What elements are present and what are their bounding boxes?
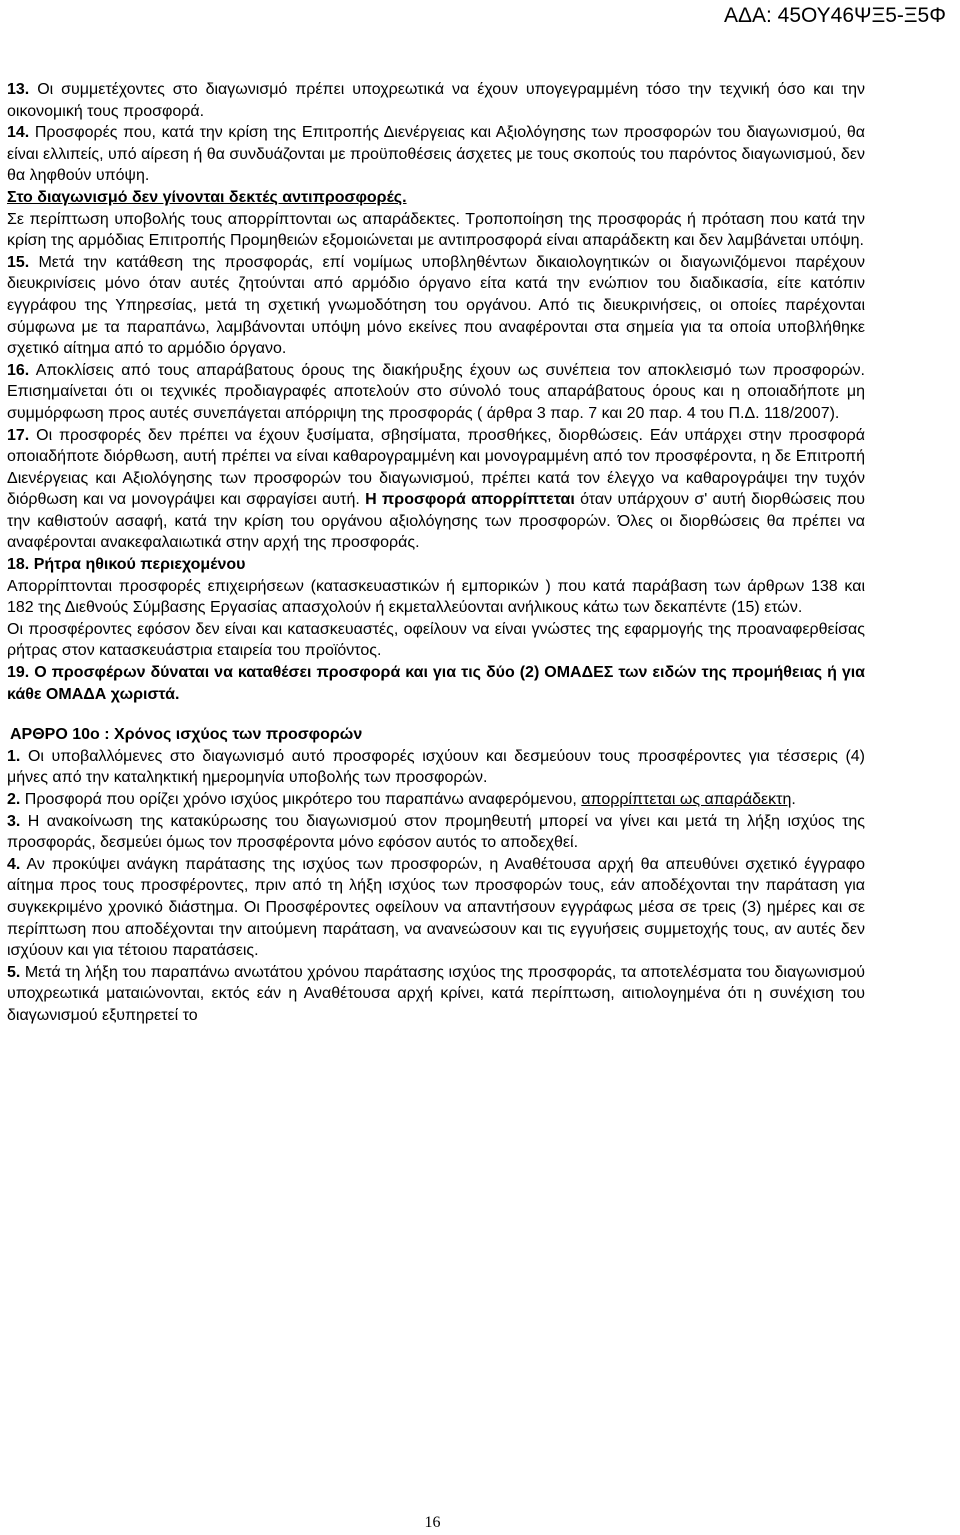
article-10-item-4 — [7, 854, 865, 962]
item-number: 2. — [7, 791, 21, 808]
item-bold-text: Η προσφορά απορρίπτεται — [365, 491, 575, 509]
item-number: 15. — [7, 253, 30, 271]
item-text: Αν προκύψει ανάγκη παράτασης της ισχύος των προσφορών, η Αναθέτουσα αρχή θα απευθύνει σχετικό έγγραφο αίτημα προς τους προσφέροντες, πριν από τη λήξη ισχύος των προσφορών τους, εάν αποδέχονται την παράταση για συγκεκριμένο χρονικό διάστημα. Οι Προσφέροντες οφείλουν να απαντήσουν εγγράφως μέσα σε τρεις (3) ημέρες και σε περίπτωση που αποδέχονται την αιτούμενη παράταση, να ανανεώσουν και τις εγγυήσεις συμμετοχής τους, αν αυτές δεν ισχύουν και για τέτοιου παρατάσεις. — [7, 855, 865, 960]
document-body — [7, 79, 865, 1027]
item-text: Οι προσφορές δεν πρέπει να έχουν ξυσίματα, σβησίματα, προσθήκες, διορθώσεις. Εάν υπάρχει στην προσφορά οποιαδήποτε διόρθωση, αυτή πρέπει να είναι καθαρογραμμένη και μονογραμμένη από τον προσφέροντα, η δε Επιτροπή Διενέργειας και Αξιολόγησης των προσφορών του διαγωνισμού, πρέπει κατά τον έλεγχο να καθαρογράψει την τυχόν διόρθωση και να μονογράψει και σφραγίσει αυτή. — [7, 426, 865, 509]
item-text: Οι συμμετέχοντες στο διαγωνισμό πρέπει υποχρεωτικά να έχουν υπογεγραμμένη τόσο την τεχνική όσο και την οικονομική τους προσφορά. — [7, 81, 865, 120]
item-text: Οι υποβαλλόμενες στο διαγωνισμό αυτό προσφορές ισχύουν και δεσμεύουν τους προσφέροντες για τέσσερις (4) μήνες από την καταληκτική ημερομηνία υποβολής των προσφορών. — [7, 747, 865, 787]
article-10-item-3 — [7, 811, 865, 854]
item-14-rest: Σε περίπτωση υποβολής τους απορρίπτονται ως απαράδεκτες. Τροποποίηση της προσφοράς ή πρόταση που κατά την κρίση της αρμόδιας Επιτροπής Προμηθειών εξομοιώνεται με αντιπροσφορά είναι απαράδεκτη και δεν λαμβάνεται υπόψη. — [7, 210, 865, 250]
item-13 — [7, 79, 865, 122]
item-text-rest: όταν υπάρχουν σ' αυτή διορθώσεις που την καθιστούν ασαφή, κατά την κρίση του οργάνου αξιολόγησης των προσφορών. Όλες οι διορθώσεις θα πρέπει να αναφέρονται ανακεφαλαιωτικά στην αρχή της προσφοράς. — [7, 491, 866, 552]
article-10-item-1 — [7, 746, 865, 789]
item-15 — [7, 252, 865, 360]
item-text: Προσφορές που, κατά την κρίση της Επιτροπής Διενέργειας και Αξιολόγησης των προσφορών του διαγωνισμού, θα είναι ελλιπείς, υπό αίρεση ή θα συνδυάζονται με προϋποθέσεις άσχετες με τους σκοπούς του παρόντος διαγωνισμού, δεν θα ληφθούν υπόψη. — [7, 124, 865, 185]
item-18-paragraph-2: Οι προσφέροντες εφόσον δεν είναι και κατασκευαστές, οφείλουν να είναι γνώστες της εφαρμογής της προαναφερθείσας ρήτρας στον κατασκευάστρια εταιρεία του προϊόντος. — [7, 620, 865, 660]
item-underlined-text: απορρίπτεται ως απαράδεκτη — [581, 791, 792, 808]
item-16 — [7, 360, 865, 425]
item-number: 1. — [7, 747, 21, 765]
item-number: 13. — [7, 81, 30, 98]
item-number: 14. — [7, 124, 30, 142]
item-text: Προσφορά που ορίζει χρόνο ισχύος μικρότερο του παραπάνω αναφερόμενου, — [20, 791, 582, 808]
article-10-item-2 — [7, 789, 865, 811]
item-18-title: 18. Ρήτρα ηθικού περιεχομένου — [7, 556, 246, 574]
item-17 — [7, 425, 865, 555]
item-18-paragraph-1: Απορρίπτονται προσφορές επιχειρήσεων (κατασκευαστικών ή εμπορικών ) που κατά παράβαση των άρθρων 138 και 182 της Διεθνούς Σύμβασης Εργασίας απασχολούν ή εκμεταλλεύονται ανήλικους κάτω των δεκαπέντε (15) ετών. — [7, 577, 865, 617]
item-19: 19. Ο προσφέρων δύναται να καταθέσει προσφορά και για τις δύο (2) ΟΜΑΔΕΣ των ειδών της προμήθειας ή για κάθε ΟΜΑΔΑ χωριστά. — [7, 664, 865, 703]
article-10-heading: ΑΡΘΡΟ 10ο : Χρόνος ισχύος των προσφορών — [10, 726, 363, 744]
item-number: 17. — [7, 426, 30, 444]
item-text: Μετά τη λήξη του παραπάνω ανωτάτου χρόνου παράτασης ισχύος της προσφοράς, τα αποτελέσματα του διαγωνισμού υποχρεωτικά ματαιώνονται, εκτός εάν η Αναθέτουσα αρχή κρίνει, κατά περίπτωση, αιτιολογημένα ότι η συνέχιση του διαγωνισμού εξυπηρετεί το — [7, 963, 865, 1024]
spacer — [7, 705, 865, 724]
item-14-bold-note: Στο διαγωνισμό δεν γίνονται δεκτές αντιπροσφορές. — [7, 188, 407, 206]
item-number: 3. — [7, 812, 21, 830]
item-text: Η ανακοίνωση της κατακύρωσης του διαγωνισμού στον προμηθευτή μπορεί να γίνει και μετά τη λήξη ισχύος της προσφοράς, δεσμεύει όμως τον προσφέροντα μόνο εφόσον αυτός το αποδεχθεί. — [7, 812, 865, 852]
item-number: 5. — [7, 963, 21, 981]
page-number: 16 — [424, 1514, 441, 1531]
item-number: 4. — [7, 855, 21, 873]
item-text: Αποκλίσεις από τους απαράβατους όρους της διακήρυξης έχουν ως συνέπεια τον αποκλεισμό των προσφορών. Επισημαίνεται ότι οι τεχνικές προδιαγραφές αποτελούν στο σύνολό τους απαράβατους όρους και η οποιαδήποτε μη συμμόρφωση προς αυτές συνεπάγεται απόρριψη της προσφοράς ( άρθρα 3 παρ. 7 και 20 παρ. 4 του Π.Δ. 118/2007). — [7, 361, 865, 422]
ada-code: ΑΔΑ: 45ΟΥ46ΨΞ5-Ξ5Φ — [723, 4, 946, 27]
item-text-end: . — [791, 791, 796, 808]
item-14 — [7, 122, 865, 187]
item-number: 16. — [7, 361, 30, 379]
item-text: Μετά την κατάθεση της προσφοράς, επί νομίμως υποβληθέντων δικαιολογητικών οι διαγωνιζόμενοι παρέχουν διευκρινίσεις μόνο όταν αυτές ζητούνται από αρμόδιο όργανο είτα κατά την ενώπιον του διαδικασία, είτε κατόπιν εγγράφου της Υπηρεσίας, μετά τη σχετική γνωμοδότηση του οργάνου. Από τις διευκρινήσεις, οι οποίες παρέχονται σύμφωνα με τα παραπάνω, λαμβάνονται υπόψη μόνο εκείνες που αναφέρονται στα σημεία για τα οποία υποβλήθηκε σχετικό αίτημα από το αρμόδιο όργανο. — [7, 253, 865, 358]
article-10-item-5 — [7, 962, 865, 1027]
